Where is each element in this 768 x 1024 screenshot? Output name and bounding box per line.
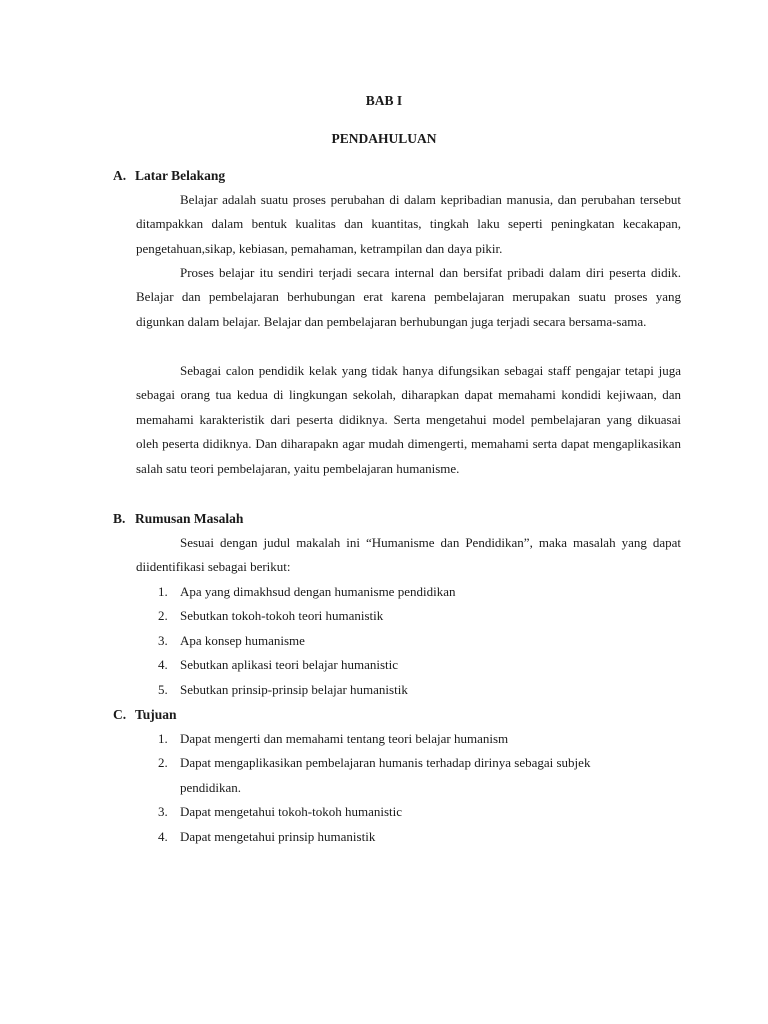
paragraph-latar-belakang-1: Belajar adalah suatu proses perubahan di dalam kepribadian manusia, dan perubahan tersebut ditampakkan dalam bentuk kualitas dan kuantitas, tingkah laku seperti peningkatan kecakapan, pengetahuan,sikap, kebiasan, pemahaman, ketrampilan dan daya pikir.: [136, 192, 681, 256]
section-heading-latar-belakang: [113, 168, 225, 184]
list-item-text: Apa konsep humanisme: [180, 632, 305, 648]
list-item-text: Dapat mengetahui tokoh-tokoh humanistic: [180, 804, 403, 820]
list-item-text: Dapat mengerti dan memahami tentang teori belajar humanism: [180, 731, 509, 746]
list-item-number: 4.: [158, 657, 168, 673]
list-item-number: 2.: [158, 608, 168, 624]
paragraph-latar-belakang-3: Sebagai calon pendidik kelak yang tidak hanya difungsikan sebagai staff pengajar tetapi juga sebagai orang tua kedua di lingkungan sekolah, diharapkan dapat memahami kondidi kejiwaan, dan memahami karakteristik dari peserta didiknya. Serta mengetahui model pembelajaran yang dikuasai oleh peserta didiknya. Dan diharapakn agar mudah dimengerti, memahami serta dapat mengaplikasikan salah satu teori pembelajaran, yaitu pembelajaran humanisme.: [136, 363, 681, 476]
list-item-text: Sebutkan tokoh-tokoh teori humanistik: [180, 608, 384, 624]
list-item-number: 2.: [158, 755, 168, 771]
list-item-number: 4.: [158, 828, 168, 844]
list-item-text: Apa yang dimakhsud dengan humanisme pendidikan: [180, 584, 456, 599]
chapter-number: BAB I: [365, 93, 403, 108]
paragraph-latar-belakang-2: Proses belajar itu sendiri terjadi secara internal dan bersifat pribadi dalam diri peserta didik. Belajar dan pembelajaran berhubungan erat karena pembelajaran merupakan suatu proses yang digunkan dalam belajar. Belajar dan pembelajaran berhubungan juga terjadi secara bersama-sama.: [136, 265, 681, 329]
list-item: [136, 678, 681, 702]
tujuan-list: [136, 727, 681, 849]
chapter-title: PENDAHULUAN: [331, 131, 437, 146]
section-title: Rumusan Masalah: [135, 511, 244, 526]
list-item: [136, 727, 681, 751]
section-title: Latar Belakang: [135, 168, 226, 183]
list-item: [136, 629, 681, 653]
section-letter: A.: [113, 168, 127, 183]
list-item-number: 5.: [158, 681, 168, 697]
section-heading-rumusan-masalah: [113, 511, 243, 527]
list-item-text: Dapat mengetahui prinsip humanistik: [180, 828, 376, 844]
paragraph-rumusan-masalah-intro: Sesuai dengan judul makalah ini “Humanisme dan Pendidikan”, maka masalah yang dapat diidentifikasi sebagai berikut:: [136, 535, 681, 575]
list-item-text: Dapat mengaplikasikan pembelajaran humanis terhadap dirinya sebagai subjek pendidikan.: [180, 755, 591, 795]
list-item-text: Sebutkan aplikasi teori belajar humanistic: [180, 657, 399, 673]
list-item-number: 3.: [158, 804, 168, 820]
section-title: Tujuan: [135, 707, 177, 722]
section-letter: B.: [113, 511, 126, 526]
list-item-text: Sebutkan prinsip-prinsip belajar humanistik: [180, 681, 408, 697]
list-item: [136, 800, 681, 824]
list-item: [136, 604, 681, 628]
list-item: [136, 751, 681, 800]
list-item-number: 1.: [158, 584, 168, 599]
list-item: [136, 653, 681, 677]
list-item: [136, 580, 681, 604]
list-item-number: 3.: [158, 632, 168, 648]
section-letter: C.: [113, 707, 127, 722]
rumusan-masalah-list: [136, 580, 681, 702]
list-item-number: 1.: [158, 731, 168, 746]
section-heading-tujuan: [113, 707, 177, 723]
list-item: [136, 825, 681, 849]
